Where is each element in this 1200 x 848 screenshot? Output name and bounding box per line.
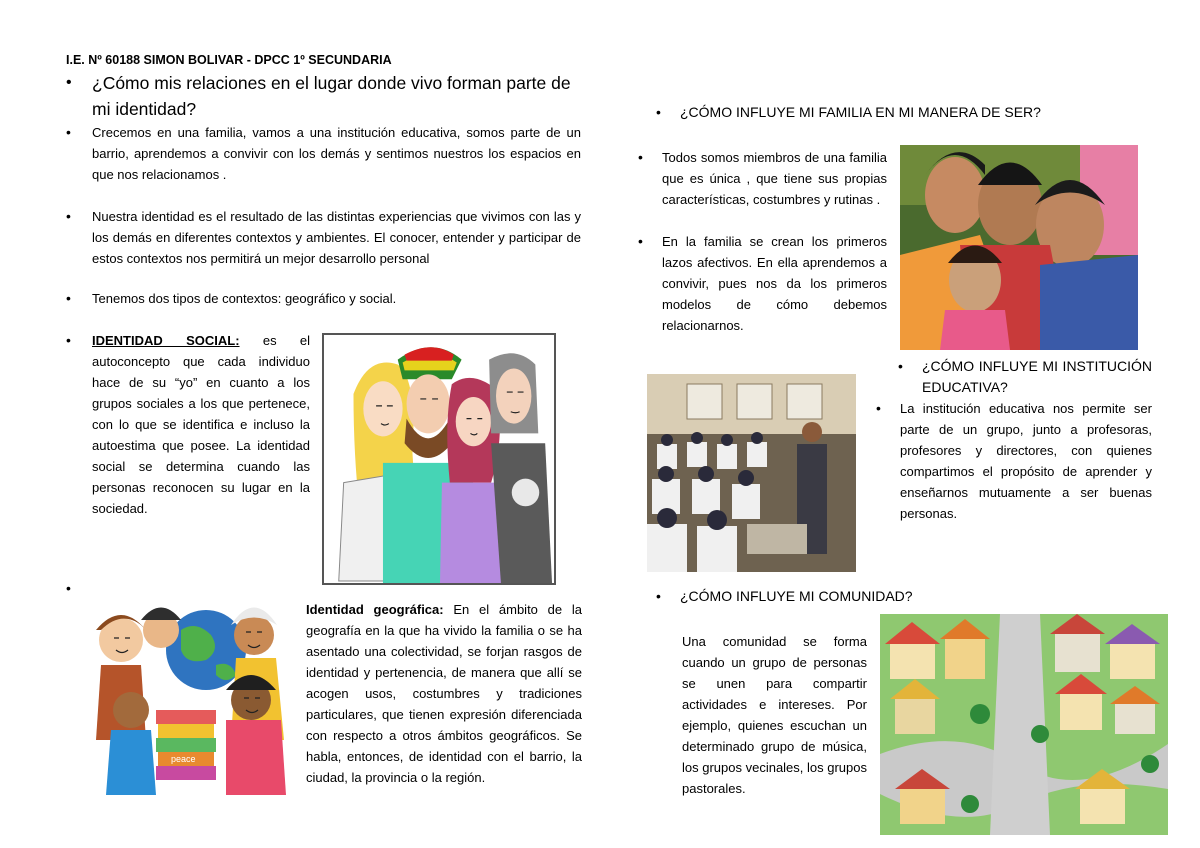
social-identity-body: es el autoconcepto que cada individuo hace de su “yo” en cuanto a los grupos sociales a los que pertenece, con lo que se identifica e incluso la autoestima que posee. La identidad social se determina cuando las personas reconocen su lugar en la sociedad. [92, 333, 310, 516]
bullet: • [66, 124, 71, 140]
book-peace-label: peace [171, 754, 196, 764]
community-paragraph: Una comunidad se forma cuando un grupo de personas se unen para compartir actividades e intereses. Por ejemplo, quienes escuchan un determinado grupo de música, los grupos vecinales, los grupos pastorales. [682, 634, 867, 796]
geographic-identity-label: Identidad geográfica: [306, 602, 444, 617]
classroom-photo [647, 374, 856, 572]
family-paragraph-2: En la familia se crean los primeros lazos afectivos. En ella aprendemos a convivir, pues nos da los primeros modelos de cómo debemos relacionarnos. [662, 234, 887, 333]
bullet: • [656, 588, 661, 604]
paragraph-family-school: Crecemos en una familia, vamos a una institución educativa, somos parte de un barrio, aprendemos a convivir con los demás y sentimos nuestros los espacios en que nos relacionamos . [92, 125, 581, 182]
school-paragraph: La institución educativa nos permite ser parte de un grupo, junto a profesoras, profesores y directores, con quienes compartimos el propósito de aprender y enseñarnos mutuamente a ser buenas personas. [900, 401, 1152, 521]
family-paragraph-1: Todos somos miembros de una familia que es única , que tiene sus propias características, costumbres y rutinas . [662, 150, 887, 207]
bullet: • [876, 400, 881, 416]
bullet: • [638, 233, 643, 249]
school-section-title-text: ¿CÓMO INFLUYE MI INSTITUCIÓN EDUCATIVA? [922, 358, 1152, 395]
community-section-title: ¿CÓMO INFLUYE MI COMUNIDAD? [680, 588, 913, 604]
social-identity-illustration [322, 333, 556, 585]
geographic-identity-illustration [86, 590, 298, 802]
geographic-identity-text [306, 599, 582, 788]
bullet: • [66, 290, 71, 306]
bullet: • [638, 149, 643, 165]
bullet: • [656, 104, 661, 120]
bullet: • [898, 358, 903, 374]
bullet: • [66, 332, 71, 348]
social-identity-text [92, 330, 310, 519]
page-header: I.E. Nº 60188 SIMON BOLIVAR - DPCC 1º SECUNDARIA [66, 53, 392, 67]
paragraph-contexts: Tenemos dos tipos de contextos: geográfico y social. [92, 291, 397, 306]
main-question: ¿Cómo mis relaciones en el lugar donde vivo forman parte de mi identidad? [92, 73, 571, 119]
family-section-title: ¿CÓMO INFLUYE MI FAMILIA EN MI MANERA DE SER? [680, 104, 1041, 120]
bullet: • [66, 580, 71, 596]
family-photo [900, 145, 1138, 350]
bullet: • [66, 208, 71, 224]
bullet: • [66, 74, 72, 91]
school-section-title [922, 356, 1152, 398]
geographic-identity-body: En el ámbito de la geografía en la que ha vivido la familia o se ha asentado una colectividad, se forjan rasgos de identidad y pertenencia, de manera que allí se acogen usos, costumbres y tradiciones particulares, que tienen expresión diferenciada con respecto a otros ámbitos geográficos. Se habla, entonces, de identidad con el barrio, la ciudad, la provincia o la región. [306, 602, 582, 785]
paragraph-identity: Nuestra identidad es el resultado de las distintas experiencias que vivimos con las y los demás en diferentes contextos y ambientes. El conocer, entender y participar de estos contextos nos permitirá un mejor desarrollo personal [92, 209, 581, 266]
social-identity-label: IDENTIDAD SOCIAL: [92, 333, 240, 348]
community-town-illustration [880, 614, 1168, 835]
